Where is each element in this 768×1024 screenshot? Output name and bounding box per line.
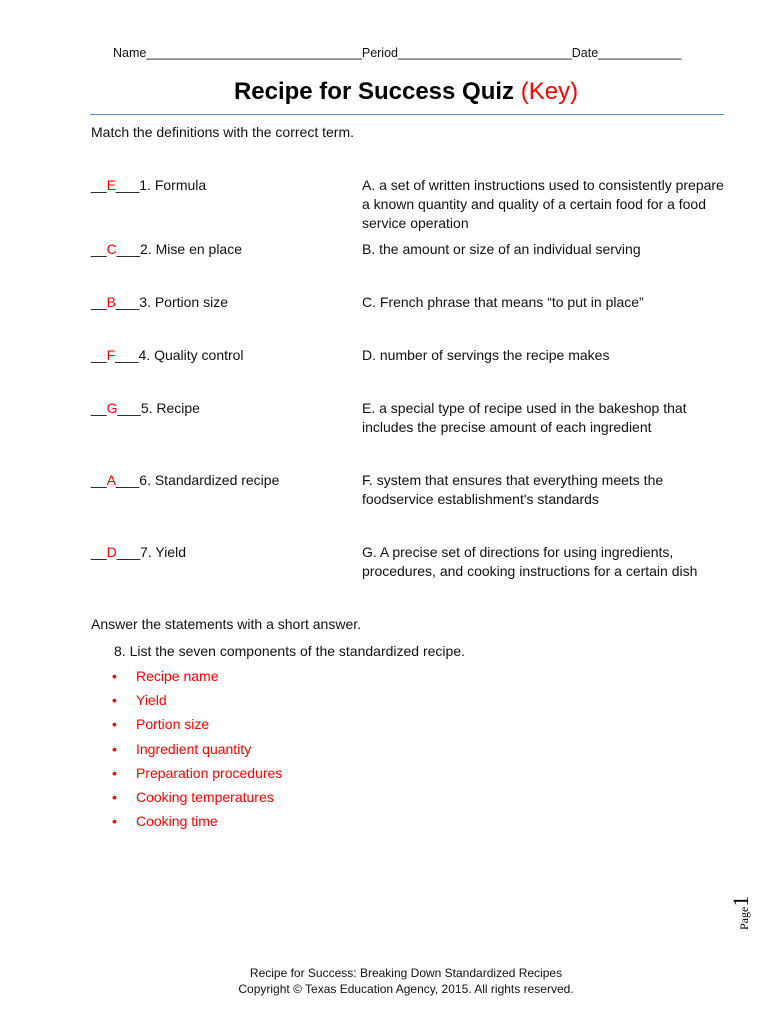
list-item: • Preparation procedures: [112, 764, 283, 781]
header-name-period-date: Name_______________________________Period_________________________Date____________: [113, 46, 682, 60]
matching-definition-b: B. the amount or size of an individual serving: [362, 241, 641, 257]
footer-title: Recipe for Success: Breaking Down Standardized Recipes: [249, 966, 563, 980]
answer-1: E: [106, 177, 116, 193]
matching-definition-a: A. a set of written instructions used to consistently prepare a known quantity and quality of a certain food for a food service operation: [362, 177, 724, 231]
answer-7: D: [106, 544, 117, 560]
matching-term-1: __E___1. Formula: [91, 177, 207, 193]
matching-definition-d: D. number of servings the recipe makes: [362, 347, 610, 363]
title-main: Recipe for Success Quiz: [233, 78, 515, 105]
list-item: • Recipe name: [112, 668, 219, 684]
matching-definition-f: F. system that ensures that everything meets the foodservice establishment's standards: [362, 472, 664, 507]
footer-copyright: Copyright © Texas Education Agency, 2015. All rights reserved.: [238, 982, 574, 996]
answer-2: C: [106, 241, 117, 257]
list-item: • Cooking time: [112, 813, 218, 830]
matching-definition-c: C. French phrase that means “to put in place”: [362, 294, 644, 310]
matching-term-4: __F___4. Quality control: [91, 347, 244, 363]
matching-term-5: __G___5. Recipe: [91, 400, 200, 416]
matching-definition-e: E. a special type of recipe used in the bakeshop that includes the precise amount of each ingredient: [362, 400, 687, 435]
footer: [0, 965, 768, 997]
list-item: • Ingredient quantity: [112, 740, 252, 757]
match-instructions: Match the definitions with the correct term.: [91, 124, 354, 140]
short-answer-instructions: Answer the statements with a short answer.: [91, 616, 362, 632]
title-divider: [90, 114, 724, 115]
page-number-marker: [728, 880, 753, 930]
answer-4: F: [106, 347, 116, 363]
page-number: 1: [728, 895, 753, 907]
matching-term-6: __A___6. Standardized recipe: [91, 472, 280, 488]
matching-term-3: __B___3. Portion size: [91, 294, 228, 310]
page-label: Page: [737, 906, 751, 930]
answer-6: A: [106, 472, 116, 488]
answer-5: G: [106, 400, 118, 416]
matching-definition-g: G. A precise set of directions for using ingredients, procedures, and cooking instructions for a certain dish: [362, 544, 698, 579]
list-item: • Cooking temperatures: [112, 788, 274, 805]
answer-3: B: [106, 294, 116, 310]
question-8: 8. List the seven components of the standardized recipe.: [114, 643, 465, 659]
title-key: (Key): [520, 78, 579, 105]
list-item: • Yield: [112, 692, 167, 709]
matching-term-2: __C___2. Mise en place: [91, 241, 243, 257]
matching-term-7: __D___7. Yield: [91, 544, 186, 560]
page-title: [0, 78, 768, 106]
question-8-answers: [112, 667, 282, 836]
list-item: • Portion size: [112, 716, 210, 733]
